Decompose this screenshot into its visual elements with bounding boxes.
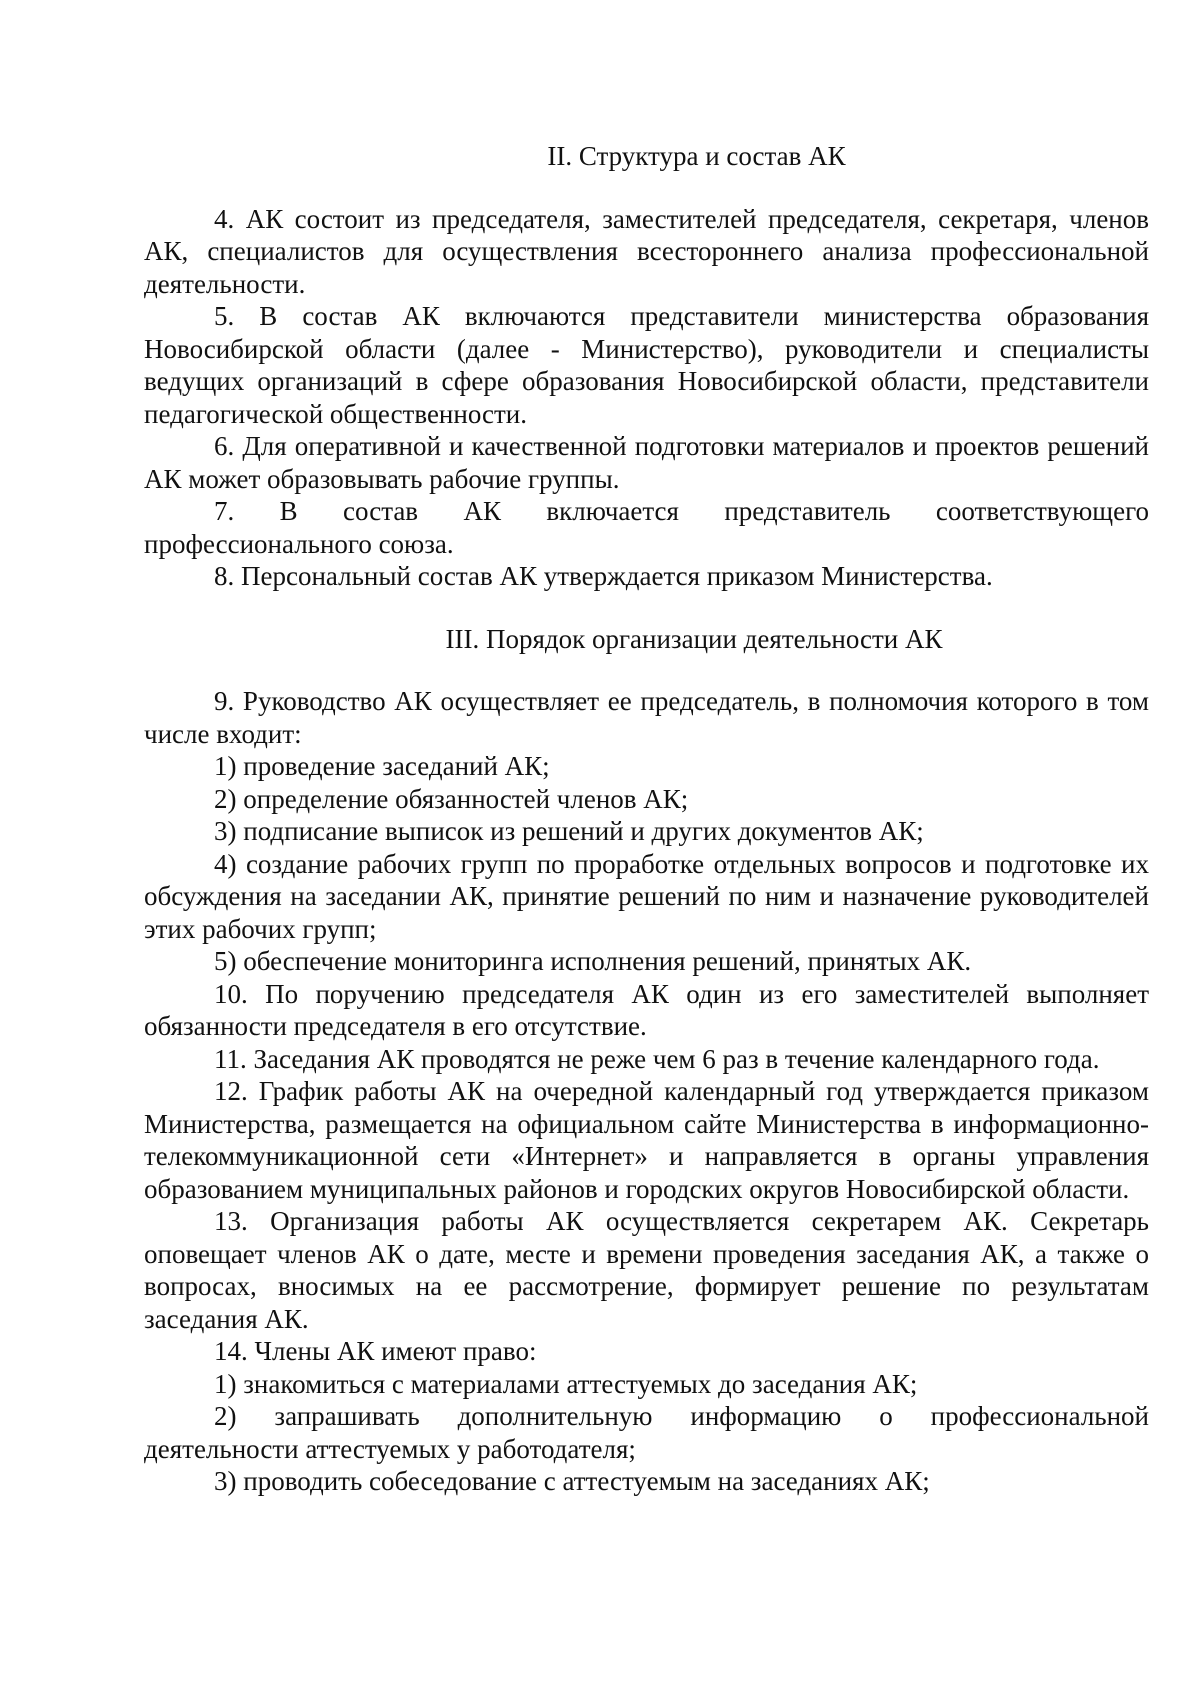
section-structure [144, 140, 1149, 593]
paragraph-5: 5. В состав АК включаются представители министерства образования Новосибирской области (далее - Министерство), руководители и специалисты ведущих организаций в сфере образования Новосибирской области, представители педагогической общественности. [144, 301, 1149, 429]
paragraph-14: 14. Члены АК имеют право: [214, 1336, 537, 1366]
section-title: III. Порядок организации деятельности АК [445, 623, 943, 654]
paragraph-6: 6. Для оперативной и качественной подготовки материалов и проектов решений АК может образовывать рабочие группы. [144, 431, 1149, 494]
section-title: II. Структура и состав АК [547, 141, 846, 171]
paragraph-10: 10. По поручению председателя АК один из его заместителей выполняет обязанности председателя в его отсутствие. [144, 978, 1149, 1041]
paragraph-8: 8. Персональный состав АК утверждается приказом Министерства. [214, 561, 993, 591]
list-item: 2) определение обязанностей членов АК; [214, 783, 689, 814]
section-procedure [144, 623, 1149, 1498]
paragraph-11: 11. Заседания АК проводятся не реже чем 6 раз в течение календарного года. [214, 1043, 1100, 1074]
document-page [144, 140, 1149, 1498]
list-item: 2) запрашивать дополнительную информацию о профессиональной деятельности аттестуемых у работодателя; [144, 1401, 1149, 1464]
list-item: 3) проводить собеседование с аттестуемым на заседаниях АК; [214, 1466, 930, 1496]
paragraph-4: 4. АК состоит из председателя, заместителей председателя, секретаря, членов АК, специалистов для осуществления всестороннего анализа профессиональной деятельности. [144, 203, 1149, 299]
list-item: 3) подписание выписок из решений и других документов АК; [214, 816, 924, 846]
paragraph-7: 7. В состав АК включается представитель соответствующего профессионального союза. [144, 496, 1149, 559]
list-item: 5) обеспечение мониторинга исполнения решений, принятых АК. [214, 946, 972, 976]
list-item: 1) проведение заседаний АК; [214, 751, 550, 781]
paragraph-13: 13. Организация работы АК осуществляется секретарем АК. Секретарь оповещает членов АК о дате, месте и времени проведения заседания АК, а также о вопросах, вносимых на ее рассмотрение, формирует решение по результатам заседания АК. [144, 1206, 1149, 1334]
list-item: 1) знакомиться с материалами аттестуемых до заседания АК; [214, 1368, 918, 1399]
paragraph-9: 9. Руководство АК осуществляет ее председатель, в полномочия которого в том числе входит: [144, 686, 1149, 749]
list-item: 4) создание рабочих групп по проработке отдельных вопросов и подготовке их обсуждения на заседании АК, принятие решений по ним и назначение руководителей этих рабочих групп; [144, 848, 1149, 944]
paragraph-12: 12. График работы АК на очередной календарный год утверждается приказом Министерства, размещается на официальном сайте Министерства в информационно-телекоммуникационной сети «Интернет» и направляется в органы управления образованием муниципальных районов и городских округов Новосибирской области. [144, 1076, 1149, 1204]
